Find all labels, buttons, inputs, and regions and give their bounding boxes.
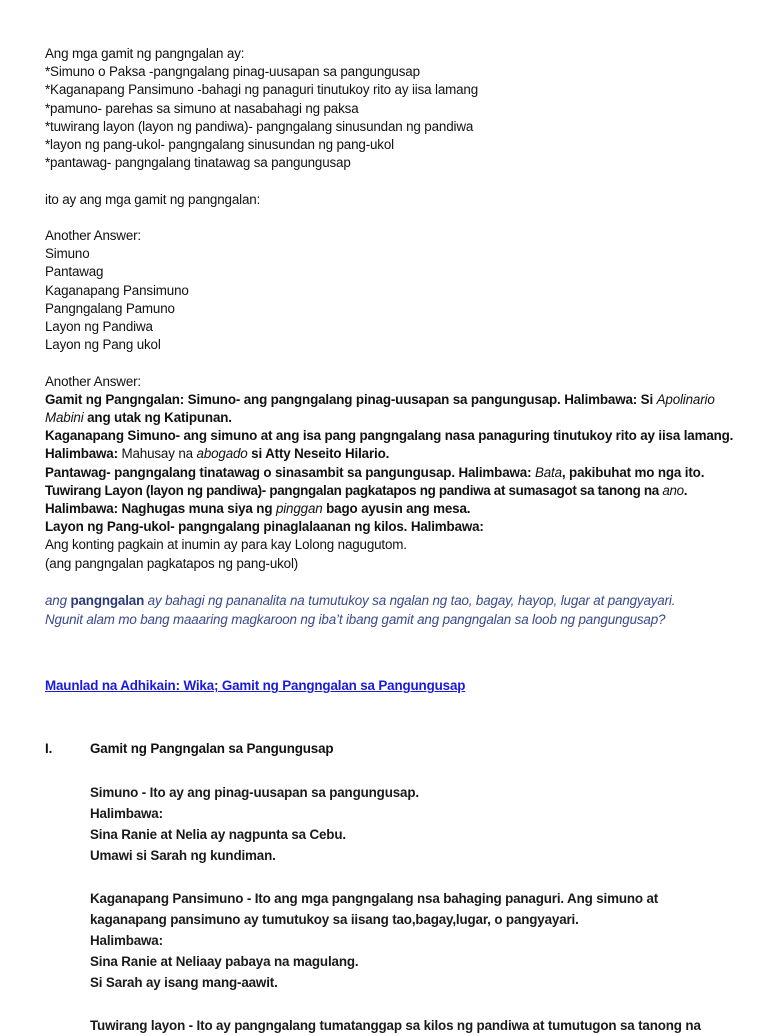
paragraph-note: (ang pangngalan pagkatapos ng pang-ukol) [45,555,299,571]
spacer [45,354,735,372]
block-heading: Another Answer: [45,228,142,243]
gamit-list-block [45,45,735,172]
paragraph-halimbawa [45,500,735,518]
text: ang [45,593,71,609]
text: Pantawag- pangngalang tinatawag o sinasambit sa pangungusap. Halimbawa: [45,464,535,480]
example-sentence: Umawi si Sarah ng kundiman. [90,848,276,863]
example-label: Halimbawa: [90,933,163,948]
list-item: Pangngalang Pamuno [45,300,175,316]
italic-example: Bata [534,464,562,480]
text: , pakibuhat mo nga ito. [561,464,705,480]
example-sentence: Si Sarah ay isang mang-aawit. [90,975,278,990]
definition-line-1 [45,591,735,610]
definition-line-2: Ngunit alam mo bang maaaring magkaroon ng iba’t ibang gamit ang pangngalan sa loob ng pangungusap? [45,612,666,628]
list-item: *layon ng pang-ukol- pangngalang sinusundan ng pang-ukol [45,137,394,153]
paragraph-example: Ang konting pagkain at inumin ay para kay Lolong nagugutom. [45,537,407,553]
example-sentence: Sina Ranie at Neliaay pabaya na magulang. [90,954,359,969]
section-numeral: I. [45,740,53,756]
block-heading: Another Answer: [45,373,142,389]
text: Halimbawa: Naghugas muna siya ng [45,501,276,517]
list-item: Pantawag [45,264,104,280]
spacer [45,573,735,591]
spacer [45,172,735,190]
italic-example: Apolinario Mabini [45,391,715,426]
list-item: *tuwirang layon (layon ng pandiwa)- pangngalang sinusundan ng pandiwa [45,118,474,134]
tuwirang-layon-definition: Tuwirang layon - Ito ay pangngalang tumatanggap sa kilos ng pandiwa at tumutugon sa tanong na [90,1018,701,1033]
kaganapang-pansimuno-block [90,888,735,993]
definition-paragraph [45,591,735,629]
paragraph-kaganapang-simuno [45,427,735,463]
kaganapang-definition: Kaganapang Pansimuno - Ito ang mga pangngalang nsa bahaging panaguri. Ang simuno at [90,891,659,906]
example-sentence: Sina Ranie at Nelia ay nagpunta sa Cebu. [90,827,346,842]
example-label: Halimbawa: [90,806,163,821]
spacer [45,647,735,665]
intro-text: ito ay ang mga gamit ng pangngalan: [45,191,261,207]
simuno-block [90,782,735,866]
text: Tuwirang Layon (layon ng pandiwa)- pangngalan pagkatapos ng pandiwa at sumasagot sa tanong na [45,482,663,498]
simuno-definition: Simuno - Ito ay ang pinag-uusapan sa pangungusap. [90,785,419,800]
block-heading: Ang mga gamit ng pangngalan ay: [45,46,245,61]
italic-example: ano [662,482,684,498]
article-link[interactable]: Maunlad na Adhikain: Wika; Gamit ng Pangngalan sa Pangungusap [45,678,466,694]
spacer [45,714,735,740]
paragraph-layon-pang-ukol: Layon ng Pang-ukol- pangngalang pinaglalaanan ng kilos. Halimbawa: [45,519,484,535]
list-item: Kaganapang Pansimuno [45,282,189,298]
document-page [45,45,735,1036]
spacer [45,665,735,677]
spacer [45,629,735,647]
text: bago ayusin ang mesa. [322,501,471,517]
text: si Atty Neseito Hilario. [247,446,390,462]
spacer [45,866,735,888]
text: Gamit ng Pangngalan: Simuno- ang pangngalang pinag-uusapan sa pangungusap. Halimbawa: Si [45,391,657,407]
italic-example: abogado [196,446,248,462]
list-item: *Kaganapang Pansimuno -bahagi ng panaguri tinutukoy rito ay iisa lamang [45,82,479,98]
italic-example: pinggan [275,501,323,517]
list-item: *pantawag- pangngalang tinatawag sa pangungusap [45,155,351,171]
tuwirang-layon-block [90,1015,735,1036]
list-item: Simuno [45,246,90,262]
kaganapang-definition: kaganapang pansimuno ay tumutukoy sa iisang tao,bagay,lugar, o pangyayari. [90,912,579,927]
list-item: Layon ng Pang ukol [45,337,161,353]
paragraph-simuno [45,391,735,427]
spacer [45,696,735,714]
spacer [45,758,735,782]
another-answer-list [45,227,735,354]
spacer [45,993,735,1015]
another-answer-detailed [45,373,735,573]
section-title: Gamit ng Pangngalan sa Pangungusap [90,740,334,756]
text: Mahusay na [121,446,197,462]
text: ang utak ng Katipunan. [83,410,232,426]
spacer [45,209,735,227]
list-item: Layon ng Pandiwa [45,319,153,335]
list-item: *pamuno- parehas sa simuno at nasabahagi ng paksa [45,100,359,116]
text: ay bahagi ng pananalita na tumutukoy sa ngalan ng tao, bagay, hayop, lugar at pangyayari. [144,593,676,609]
bold-term: pangngalan [70,593,145,609]
paragraph-tuwirang-layon [45,482,735,500]
text: Kaganapang Simuno- ang simuno at ang isa pang pangngalang nasa panaguring tinutukoy rito ay iisa lamang. Halimbawa: [45,428,734,462]
section-heading [45,740,735,758]
paragraph-pantawag [45,464,735,482]
text: . [683,482,688,498]
list-item: *Simuno o Paksa -pangngalang pinag-uusapan sa pangungusap [45,64,420,80]
section-gamit [45,740,735,1036]
